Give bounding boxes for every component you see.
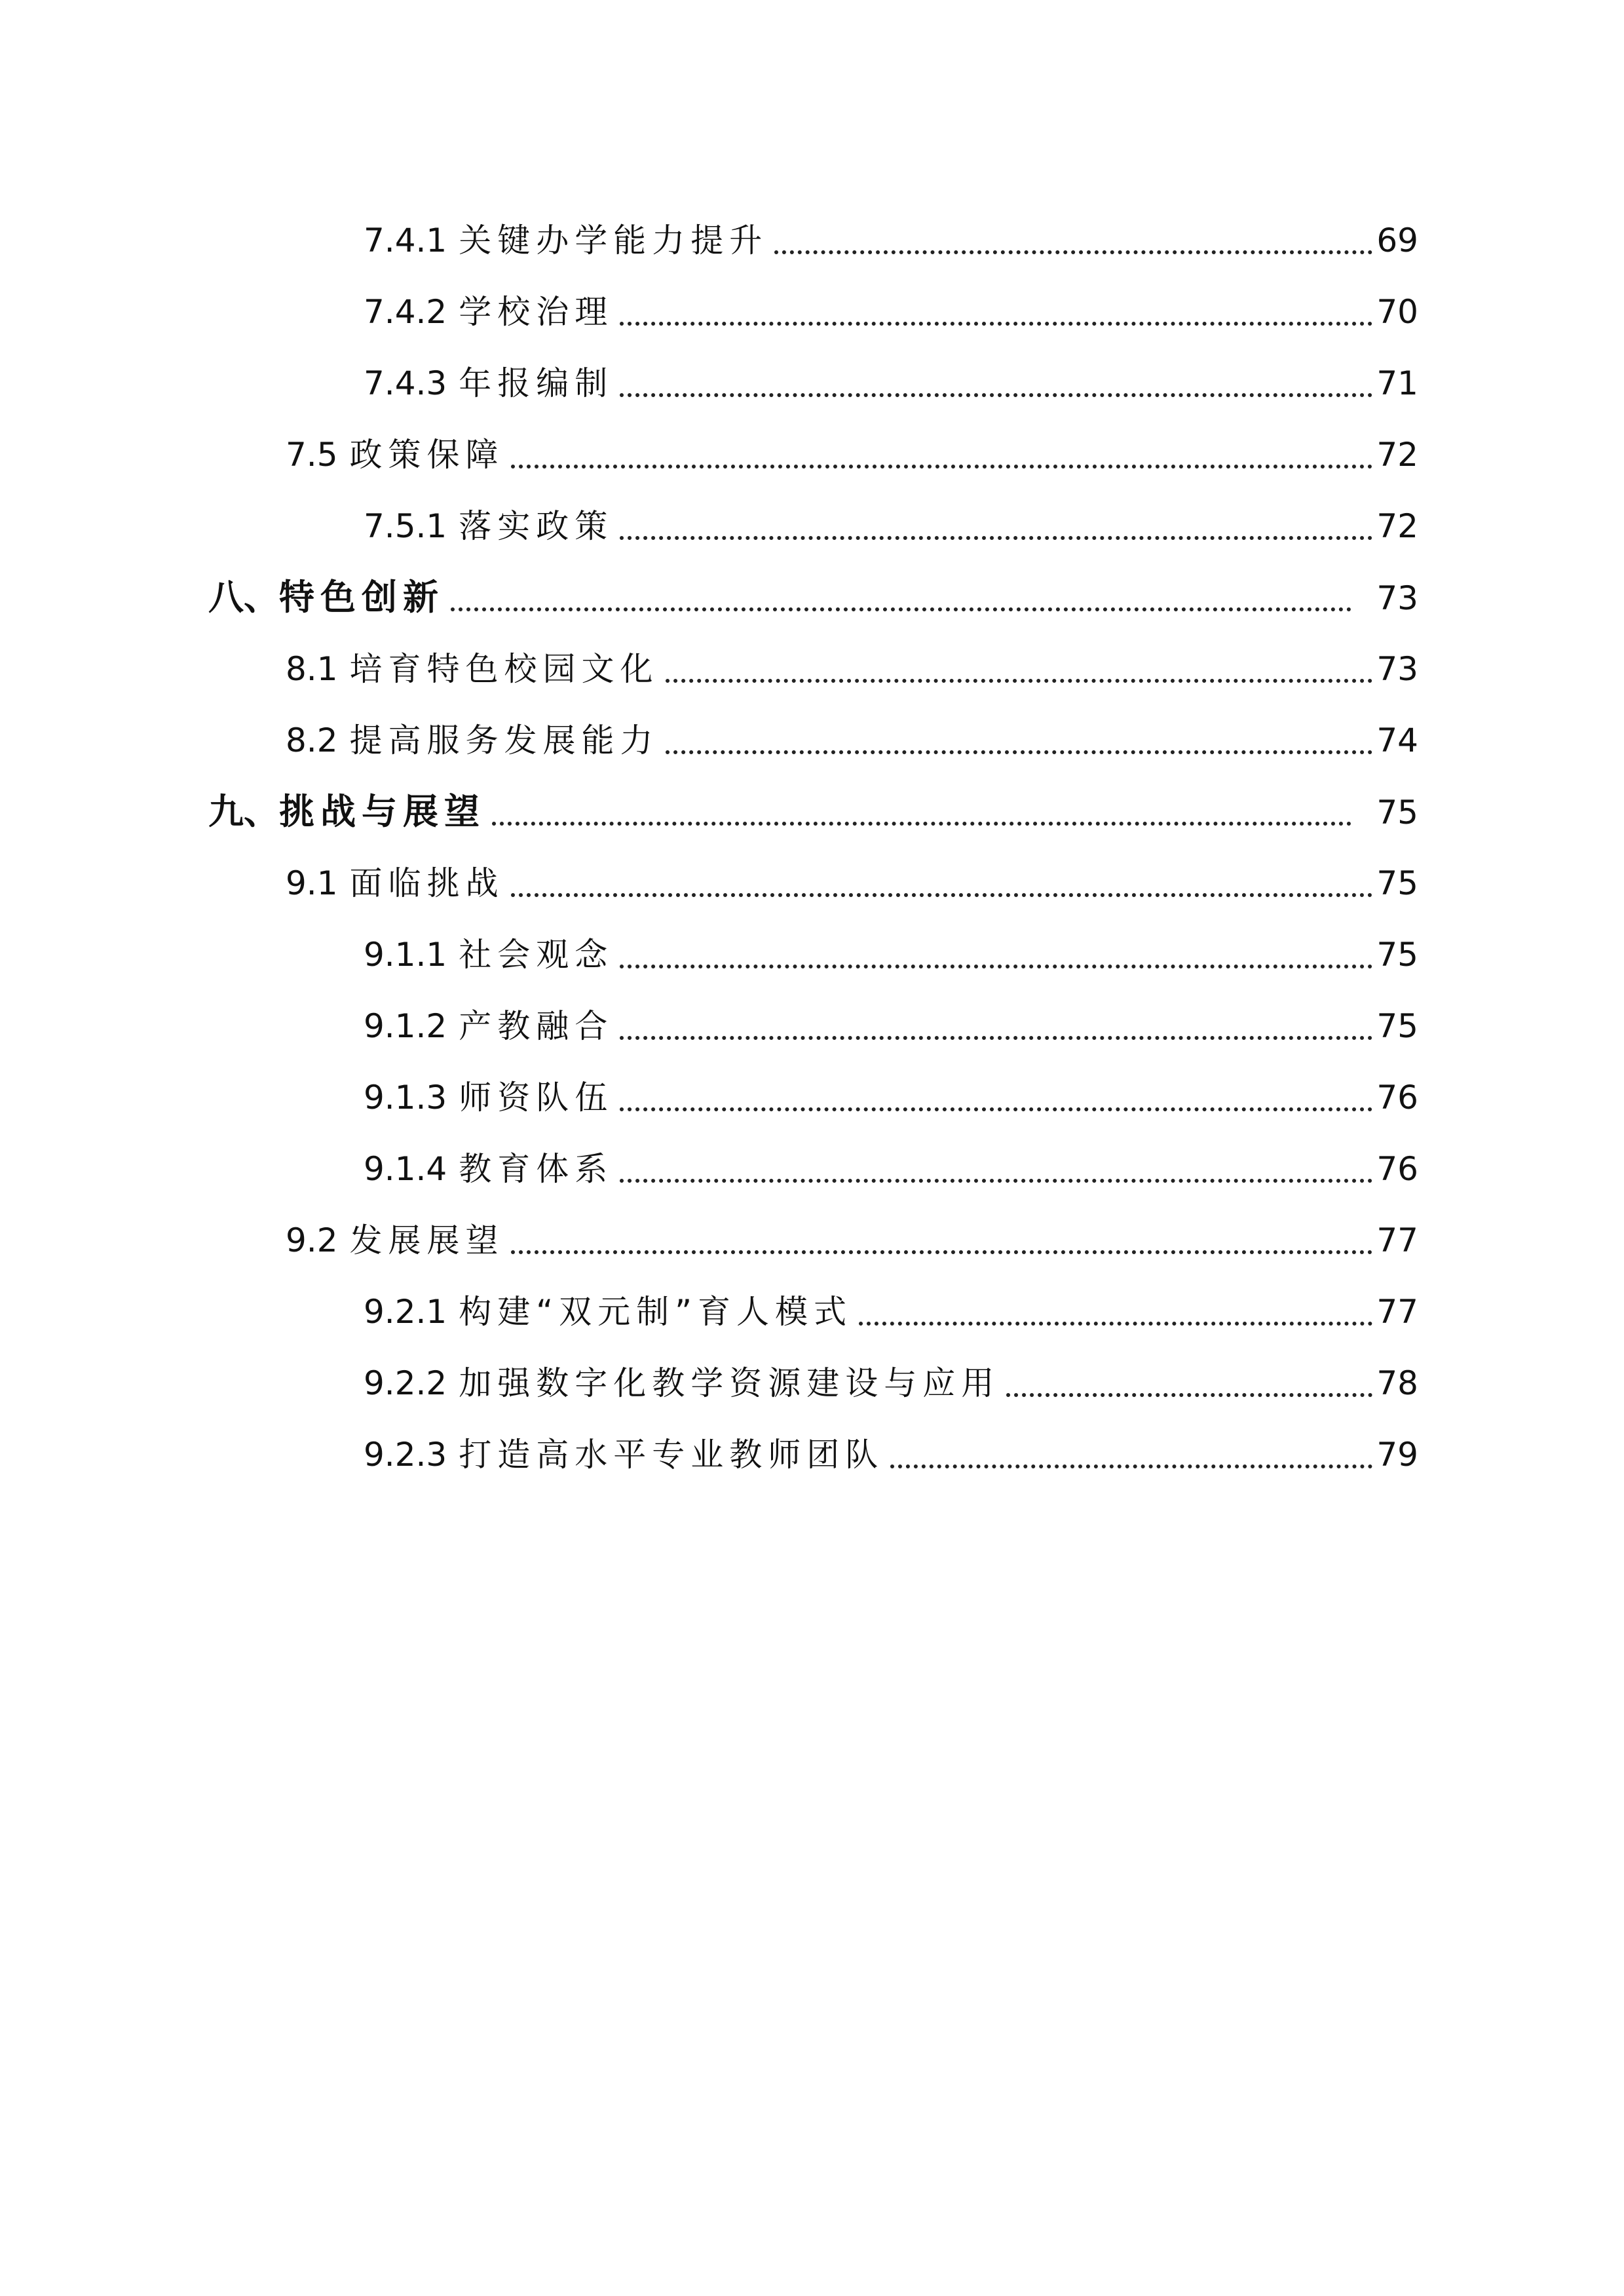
toc-entry-9-2-3[interactable] bbox=[0, 1425, 1624, 1484]
toc-entry-7-5-1[interactable] bbox=[0, 497, 1624, 556]
dot-leader bbox=[620, 393, 1372, 397]
dot-leader bbox=[492, 822, 1351, 826]
dot-leader bbox=[620, 1036, 1372, 1040]
toc-entry-7-5[interactable] bbox=[0, 425, 1624, 484]
toc-entry-page: 76 bbox=[1376, 1150, 1418, 1188]
toc-entry-9-1-4[interactable] bbox=[0, 1139, 1624, 1198]
toc-entry-page: 79 bbox=[1376, 1436, 1418, 1474]
toc-entry-title: 落实政策 bbox=[459, 507, 614, 545]
toc-entry-page: 75 bbox=[1376, 936, 1418, 974]
dot-leader bbox=[511, 1250, 1373, 1254]
toc-entry-7-4-1[interactable] bbox=[0, 211, 1624, 270]
dot-leader bbox=[890, 1464, 1372, 1468]
toc-entry-page: 71 bbox=[1376, 364, 1418, 402]
toc-entry-number: 9.2.1 bbox=[364, 1293, 447, 1331]
toc-entry-9-1-3[interactable] bbox=[0, 1068, 1624, 1127]
toc-entry-page: 77 bbox=[1376, 1293, 1418, 1331]
toc-entry-9-1-1[interactable] bbox=[0, 925, 1624, 984]
toc-chapter-8[interactable] bbox=[0, 568, 1624, 627]
toc-entry-page: 73 bbox=[1376, 650, 1418, 688]
dot-leader bbox=[511, 465, 1373, 469]
toc-entry-number: 7.4.1 bbox=[364, 221, 447, 259]
dot-leader bbox=[620, 1179, 1372, 1183]
toc-entry-page: 78 bbox=[1376, 1364, 1418, 1402]
toc-entry-title: 打造高水平专业教师团队 bbox=[459, 1436, 884, 1474]
toc-entry-page: 75 bbox=[1376, 1007, 1418, 1045]
toc-entry-page: 75 bbox=[1376, 794, 1418, 832]
dot-leader bbox=[620, 965, 1372, 968]
toc-entry-title: 学校治理 bbox=[459, 293, 614, 331]
toc-entry-title: 年报编制 bbox=[459, 364, 614, 402]
toc-entry-8-1[interactable] bbox=[0, 640, 1624, 698]
toc-entry-title: 加强数字化教学资源建设与应用 bbox=[459, 1364, 1000, 1402]
toc-entry-9-2-2[interactable] bbox=[0, 1354, 1624, 1413]
toc-entry-number: 9.1.4 bbox=[364, 1150, 447, 1188]
toc-entry-9-1[interactable] bbox=[0, 854, 1624, 913]
dot-leader bbox=[511, 893, 1373, 897]
toc-entry-number: 8.2 bbox=[286, 721, 338, 759]
toc-entry-page: 73 bbox=[1376, 579, 1418, 617]
toc-entry-number: 八、 bbox=[208, 577, 279, 618]
toc-entry-number: 9.2.2 bbox=[364, 1364, 447, 1402]
toc-entry-7-4-3[interactable] bbox=[0, 354, 1624, 413]
toc-entry-9-2[interactable] bbox=[0, 1211, 1624, 1270]
toc-entry-9-1-2[interactable] bbox=[0, 997, 1624, 1056]
toc-entry-number: 9.1.3 bbox=[364, 1079, 447, 1117]
toc-entry-number: 7.4.3 bbox=[364, 364, 447, 402]
toc-entry-title: 挑战与展望 bbox=[279, 791, 485, 832]
toc-entry-9-2-1[interactable] bbox=[0, 1282, 1624, 1341]
toc-entry-page: 75 bbox=[1376, 864, 1418, 902]
dot-leader bbox=[620, 322, 1372, 326]
toc-entry-number: 9.1.1 bbox=[364, 936, 447, 974]
dot-leader bbox=[451, 607, 1351, 611]
toc-entry-page: 69 bbox=[1376, 221, 1418, 259]
toc-entry-title: 关键办学能力提升 bbox=[459, 221, 768, 259]
toc-entry-title: 教育体系 bbox=[459, 1150, 614, 1188]
toc-entry-number: 9.2.3 bbox=[364, 1436, 447, 1474]
toc-entry-title: 政策保障 bbox=[349, 436, 504, 474]
dot-leader bbox=[1006, 1393, 1372, 1397]
toc-entry-page: 76 bbox=[1376, 1079, 1418, 1117]
toc-entry-title: 特色创新 bbox=[279, 577, 444, 618]
toc-entry-7-4-2[interactable] bbox=[0, 282, 1624, 341]
toc-entry-title: 面临挑战 bbox=[349, 864, 504, 902]
toc-entry-page: 77 bbox=[1376, 1221, 1418, 1259]
toc-entry-number: 9.1.2 bbox=[364, 1007, 447, 1045]
toc-entry-number: 8.1 bbox=[286, 650, 338, 688]
toc-entry-page: 72 bbox=[1376, 507, 1418, 545]
toc-entry-title: 发展展望 bbox=[349, 1221, 504, 1259]
toc-entry-number: 9.1 bbox=[286, 864, 338, 902]
dot-leader bbox=[859, 1322, 1372, 1326]
toc-entry-title: 社会观念 bbox=[459, 936, 614, 974]
toc-chapter-9[interactable] bbox=[0, 782, 1624, 841]
toc-entry-title: 产教融合 bbox=[459, 1007, 614, 1045]
dot-leader bbox=[620, 536, 1372, 540]
toc-entry-number: 九、 bbox=[208, 791, 279, 832]
toc-entry-number: 7.5.1 bbox=[364, 507, 447, 545]
dot-leader bbox=[620, 1107, 1372, 1111]
toc-entry-page: 74 bbox=[1376, 721, 1418, 759]
dot-leader bbox=[666, 750, 1373, 754]
toc-entry-8-2[interactable] bbox=[0, 711, 1624, 770]
toc-entry-title: 师资队伍 bbox=[459, 1079, 614, 1117]
toc-entry-number: 7.5 bbox=[286, 436, 338, 474]
toc-entry-title: 提高服务发展能力 bbox=[349, 721, 659, 759]
toc-entry-number: 7.4.2 bbox=[364, 293, 447, 331]
dot-leader bbox=[666, 679, 1373, 683]
toc-entry-page: 72 bbox=[1376, 436, 1418, 474]
toc-entry-page: 70 bbox=[1376, 293, 1418, 331]
toc-entry-number: 9.2 bbox=[286, 1221, 338, 1259]
toc-entry-title: 培育特色校园文化 bbox=[349, 650, 659, 688]
toc-entry-title: 构建“双元制”育人模式 bbox=[459, 1293, 853, 1331]
dot-leader bbox=[774, 250, 1372, 254]
